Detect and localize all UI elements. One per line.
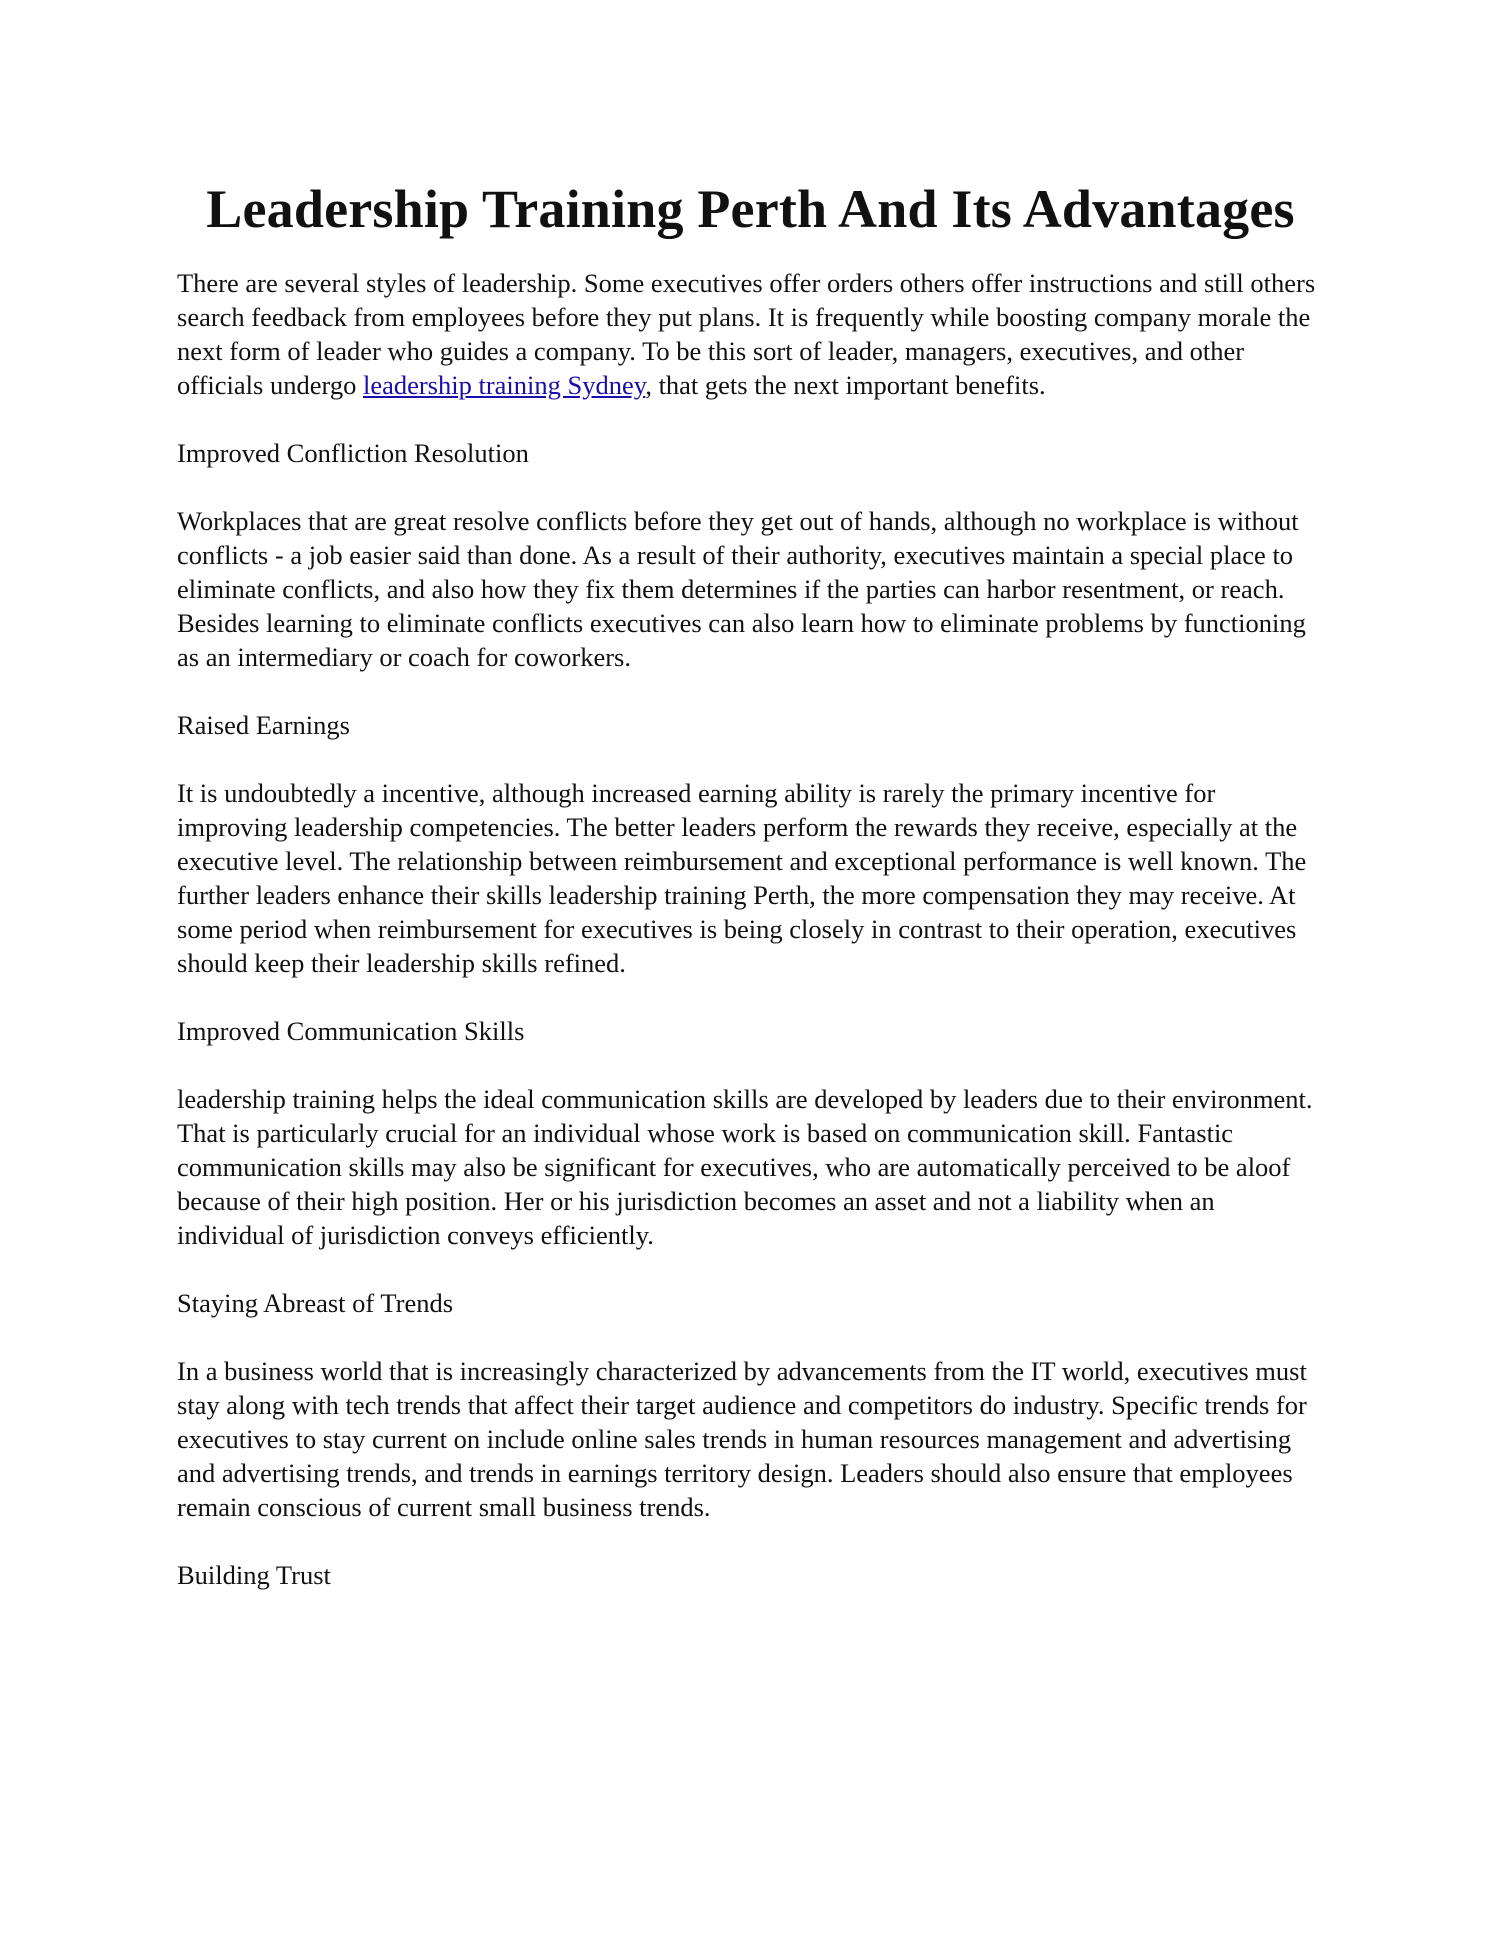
intro-paragraph [177,266,1324,402]
leadership-training-sydney-link[interactable]: leadership training Sydney [362,370,646,400]
page-title: Leadership Training Perth And Its Advantages [206,179,1295,239]
section-heading-trends: Staying Abreast of Trends [177,1288,454,1318]
section-body-communication-skills: leadership training helps the ideal communication skills are developed by leaders due to their environment. That is particularly crucial for an individual whose work is based on communication skill. Fantastic communication skills may also be significant for executives, who are automatically perceived to be aloof because of their high position. Her or his jurisdiction becomes an asset and not a liability when an individual of jurisdiction conveys efficiently. [177,1084,1313,1250]
section-body-trends: In a business world that is increasingly characterized by advancements from the IT world, executives must stay along with tech trends that affect their target audience and competitors do industry. Specific trends for executives to stay current on include online sales trends in human resources management and advertising and advertising trends, and trends in earnings territory design. Leaders should also ensure that employees remain conscious of current small business trends. [177,1356,1307,1522]
section-heading-conflict-resolution: Improved Confliction Resolution [177,438,529,468]
intro-text-after-link: , that gets the next important benefits. [645,370,1046,400]
section-body-conflict-resolution: Workplaces that are great resolve conflicts before they get out of hands, although no workplace is without conflicts - a job easier said than done. As a result of their authority, executives maintain a special place to eliminate conflicts, and also how they fix them determines if the parties can harbor resentment, or reach. Besides learning to eliminate conflicts executives can also learn how to eliminate problems by functioning as an intermediary or coach for coworkers. [177,506,1306,672]
section-body-raised-earnings: It is undoubtedly a incentive, although increased earning ability is rarely the primary incentive for improving leadership competencies. The better leaders perform the rewards they receive, especially at the executive level. The relationship between reimbursement and exceptional performance is well known. The further leaders enhance their skills leadership training Perth, the more compensation they may receive. At some period when reimbursement for executives is being closely in contrast to their operation, executives should keep their leadership skills refined. [177,778,1307,978]
section-heading-raised-earnings: Raised Earnings [177,710,350,740]
section-heading-communication-skills: Improved Communication Skills [177,1016,525,1046]
intro-text-before-link: There are several styles of leadership. Some executives offer orders others offer instructions and still others search feedback from employees before they put plans. It is frequently while boosting company morale the next form of leader who guides a company. To be this sort of leader, managers, executives, and other officials undergo [177,268,1316,400]
section-heading-building-trust: Building Trust [177,1560,331,1590]
